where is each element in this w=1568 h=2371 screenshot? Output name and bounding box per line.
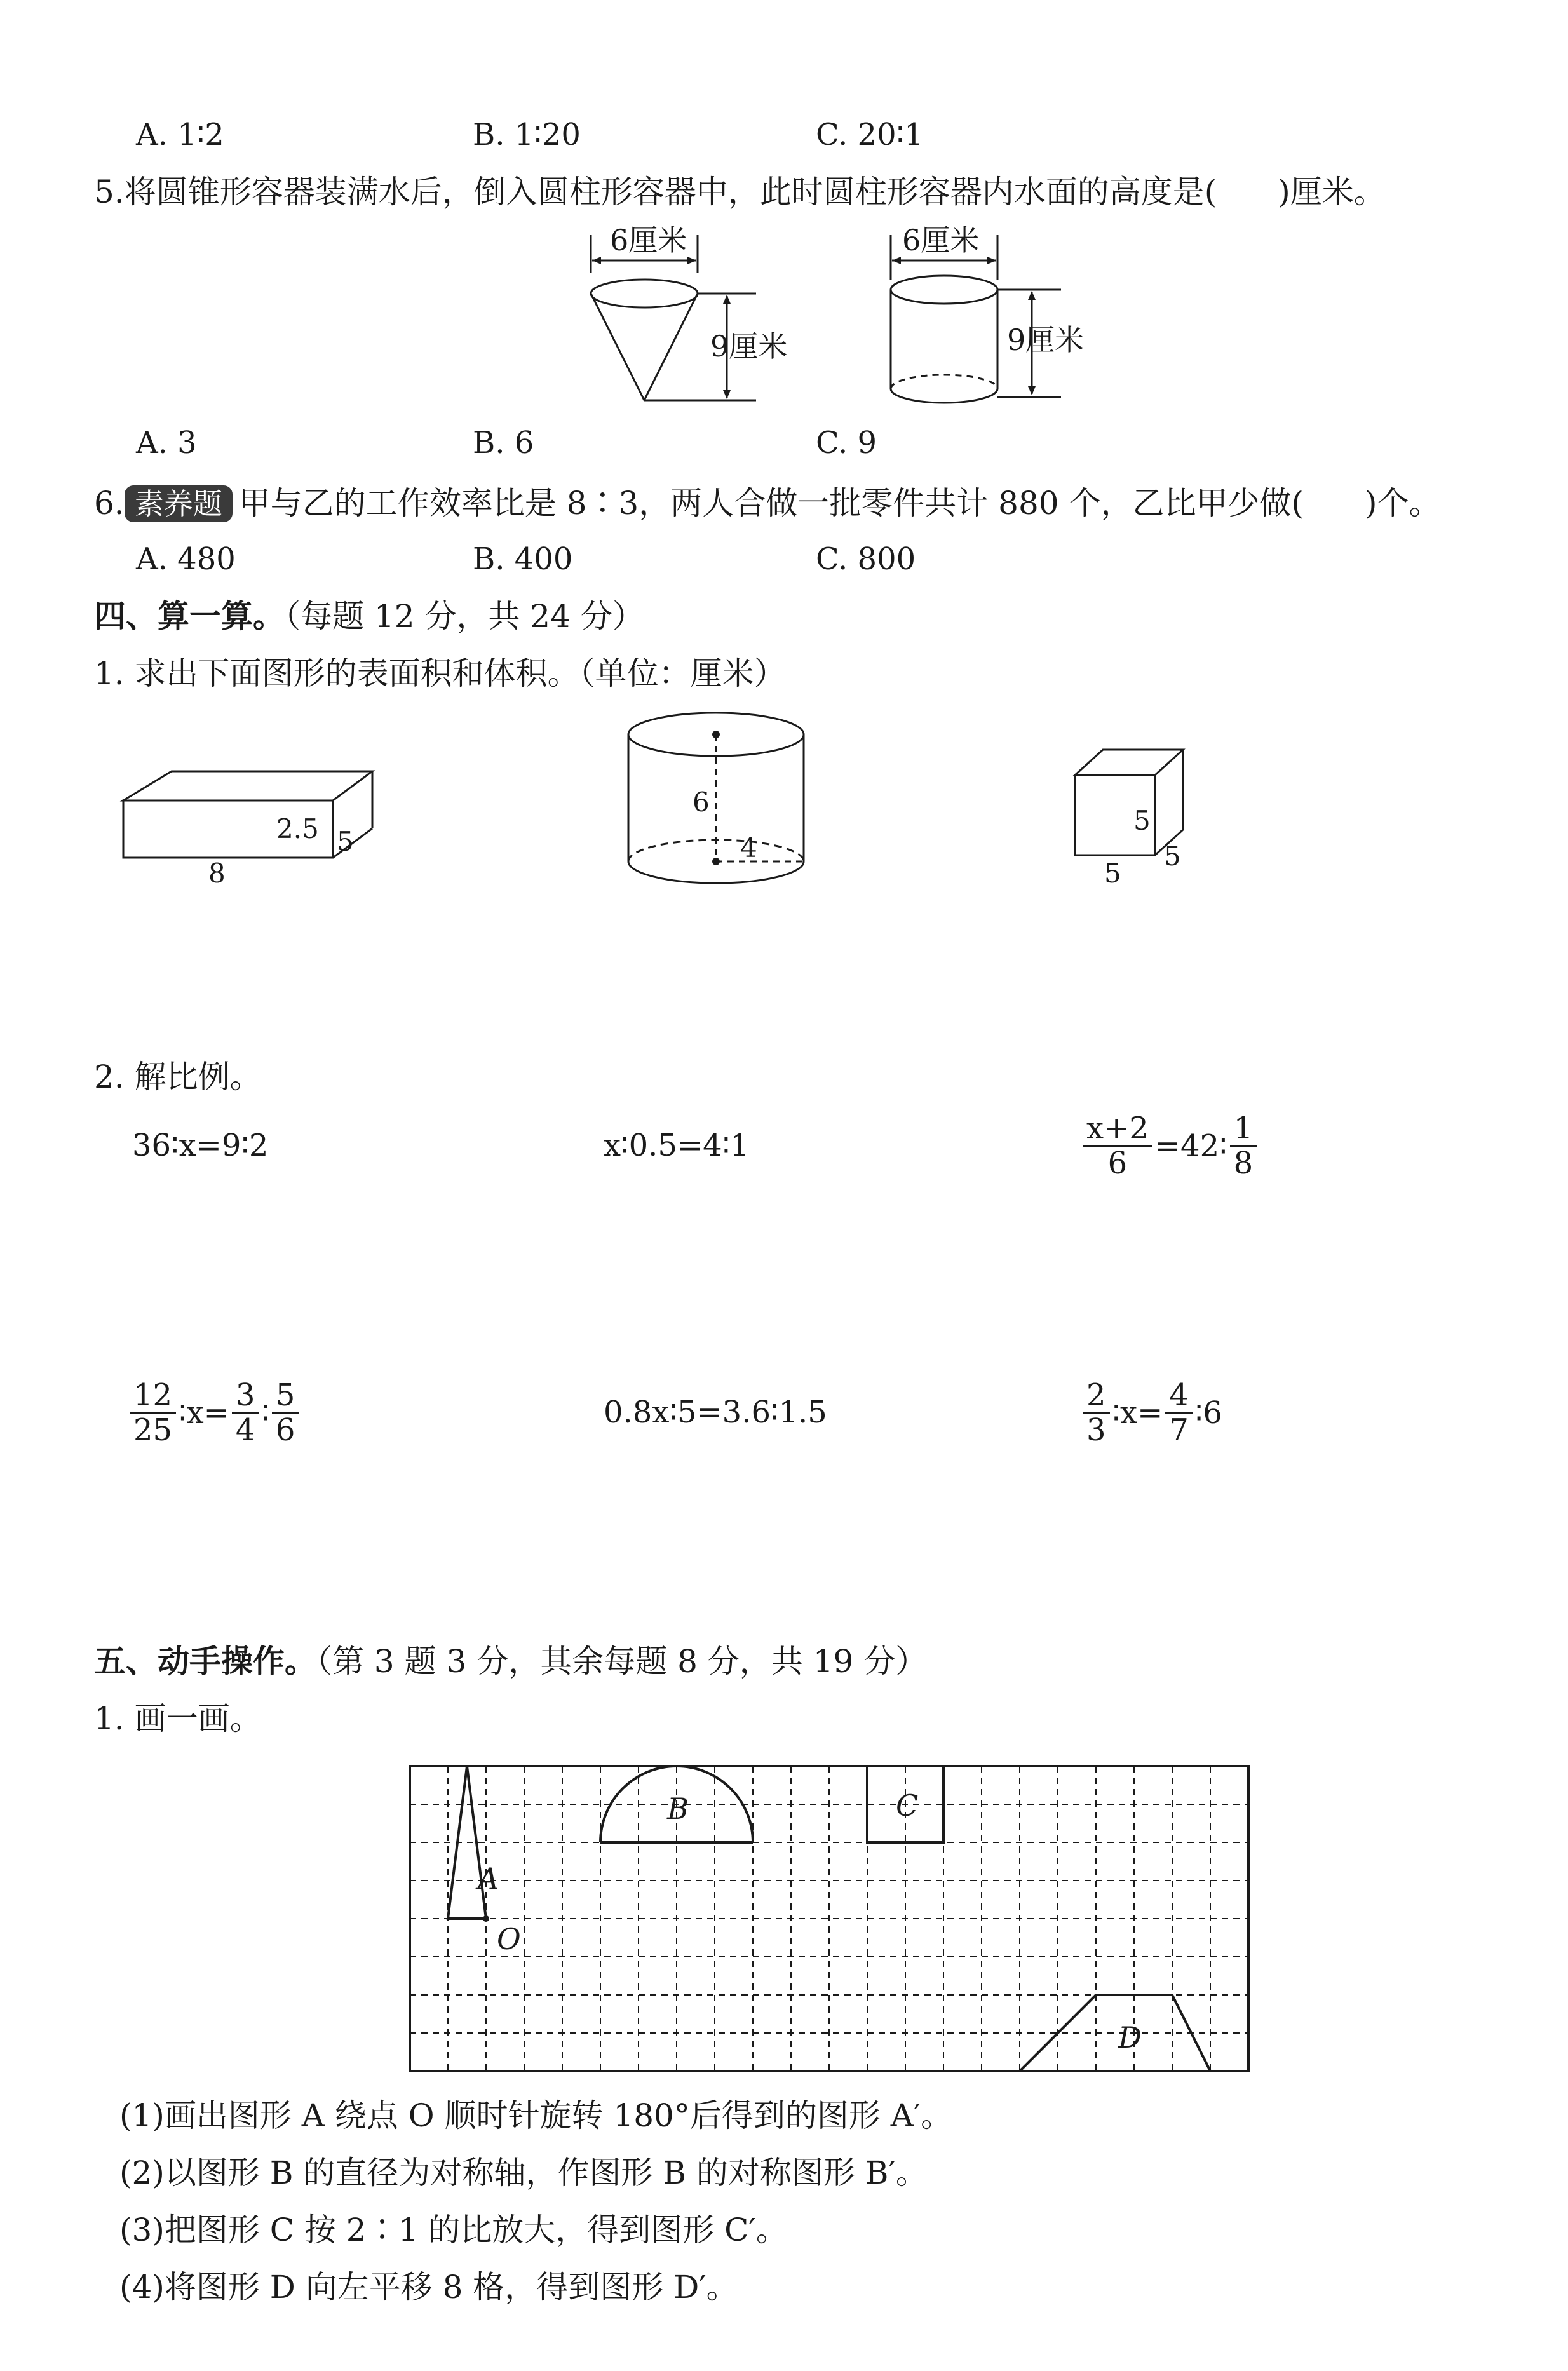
section5-heading: 五、动手操作。: [94, 1643, 316, 1680]
cylinder-solid-figure: [619, 705, 823, 896]
cuboid-width-label: 5: [337, 826, 354, 857]
fraction: $\frac{3}{4}$: [232, 1379, 259, 1447]
task-3: (3)把图形 C 按 2∶1 的比放大，得到图形 C′。: [119, 2212, 788, 2248]
cone-figure: [565, 222, 832, 413]
q6-text-before: 甲与乙的工作效率比是 8∶3，两人合做一批零件共计 880 个，乙比甲少做(: [238, 485, 1304, 522]
q6-option-c[interactable]: C. 800: [816, 541, 916, 577]
q5-option-b[interactable]: B. 6: [473, 425, 534, 461]
fraction: $\frac{2}{3}$: [1083, 1379, 1110, 1447]
cuboid-length-label: 8: [208, 858, 226, 889]
literacy-badge: 素养题: [125, 485, 233, 522]
q5-option-c[interactable]: C. 9: [816, 425, 877, 461]
section4-note: （每题 12 分，共 24 分）: [285, 598, 644, 635]
proportion-eq-2: x∶0.5=4∶1: [604, 1128, 750, 1163]
label-d: D: [1118, 2020, 1142, 2055]
q5-text-before: 将圆锥形容器装满水后，倒入圆柱形容器中，此时圆柱形容器内水面的高度是(: [124, 173, 1217, 210]
q4-option-a[interactable]: A. 1∶2: [136, 117, 224, 152]
section4-q2-text: 2. 解比例。: [94, 1058, 262, 1095]
fraction: $\frac{x+2}{6}$: [1083, 1112, 1152, 1180]
cylinder-height-label: 9厘米: [1007, 323, 1085, 357]
section5-heading-row: [94, 1642, 927, 1680]
q5-number: 5.: [94, 173, 125, 210]
cylinder-height-value: 6: [693, 787, 710, 818]
cylinder-radius-value: 4: [740, 832, 757, 863]
cone-height-label: 9厘米: [710, 329, 788, 363]
cube-height-label: 5: [1133, 805, 1151, 836]
fraction: $\frac{4}{7}$: [1165, 1379, 1193, 1447]
label-b: B: [667, 1792, 689, 1826]
q5-text-after: )厘米。: [1278, 173, 1386, 210]
task-4: (4)将图形 D 向左平移 8 格，得到图形 D′。: [119, 2269, 738, 2306]
q6-text-after: )个。: [1364, 485, 1441, 522]
task-1: (1)画出图形 A 绕点 O 顺时针旋转 180°后得到的图形 A′。: [119, 2097, 953, 2134]
section4-heading: 四、算一算。: [94, 598, 285, 635]
proportion-eq-4: $\frac{12}{25}$ ∶x= $\frac{3}{4}$ ∶ $\frac{5}{6}$: [127, 1379, 301, 1447]
fraction: $\frac{5}{6}$: [272, 1379, 299, 1447]
proportion-eq-5: 0.8x∶5=3.6∶1.5: [604, 1395, 827, 1430]
point-o: [483, 1915, 489, 1922]
label-a: A: [478, 1861, 499, 1896]
q6-option-b[interactable]: B. 400: [473, 541, 573, 577]
proportion-eq-3: $\frac{x+2}{6}$ =42∶ $\frac{1}{8}$: [1080, 1112, 1259, 1180]
section5-note: （第 3 题 3 分，其余每题 8 分，共 19 分）: [316, 1643, 928, 1680]
cube-depth-label: 5: [1164, 841, 1181, 872]
label-o: O: [497, 1922, 521, 1956]
label-c: C: [896, 1788, 919, 1823]
cube-width-label: 5: [1104, 858, 1121, 889]
cone-diameter-label: 6厘米: [610, 223, 687, 257]
q6-number: 6.: [94, 485, 125, 522]
section4-q1-text: 1. 求出下面图形的表面积和体积。（单位：厘米）: [94, 655, 786, 692]
section5-q1-text: 1. 画一画。: [94, 1700, 262, 1737]
q6-option-a[interactable]: A. 480: [136, 541, 236, 577]
q5-question: [94, 173, 1386, 211]
cuboid-height-label: 2.5: [276, 813, 319, 844]
proportion-eq-6: $\frac{2}{3}$ ∶x= $\frac{4}{7}$ ∶6: [1080, 1379, 1222, 1447]
q4-option-c[interactable]: C. 20∶1: [816, 117, 924, 152]
fraction: $\frac{1}{8}$: [1230, 1112, 1257, 1180]
fraction: $\frac{12}{25}$: [130, 1379, 176, 1447]
proportion-eq-1: 36∶x=9∶2: [132, 1128, 269, 1163]
q6-question: [94, 484, 1440, 522]
cylinder-diameter-label: 6厘米: [902, 223, 980, 257]
task-2: (2)以图形 B 的直径为对称轴，作图形 B 的对称图形 B′。: [119, 2154, 928, 2191]
section4-heading-row: [94, 597, 644, 635]
q4-option-b[interactable]: B. 1∶20: [473, 117, 581, 152]
q5-option-a[interactable]: A. 3: [136, 425, 197, 461]
